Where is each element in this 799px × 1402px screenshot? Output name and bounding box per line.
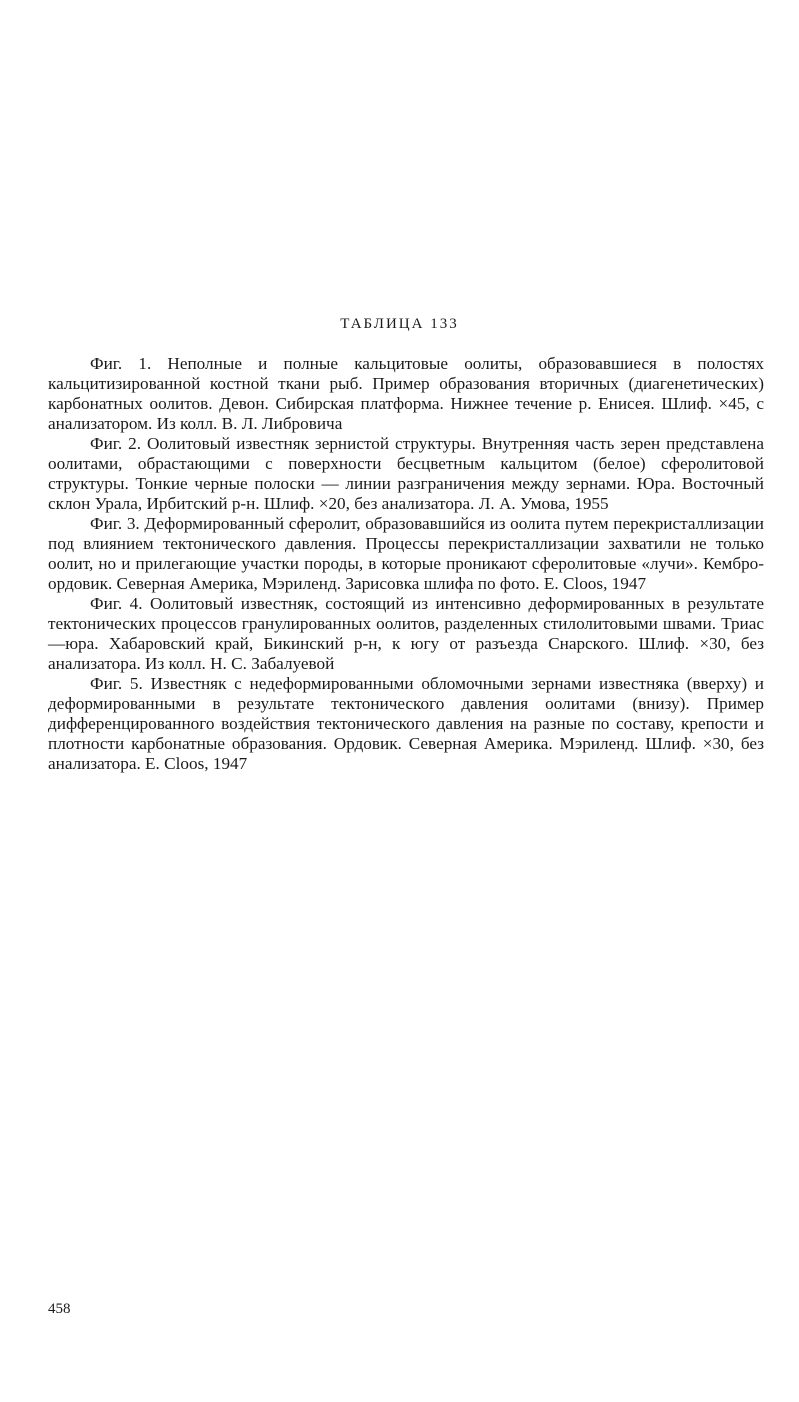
caption-fig-5: Фиг. 5. Известняк с недеформированными обломочными зернами известняка (вверху) и деформированными в результате тектонического давления оолитами (внизу). Пример дифференцированного воздействия тектонического давления на разные по составу, крепости и плотности карбонатные образования. Ордовик. Северная Америка. Мэриленд. Шлиф. ×30, без анализатора. E. Cloos, 1947 (48, 674, 764, 773)
page-number: 458 (48, 1301, 71, 1317)
caption-fig-3: Фиг. 3. Деформированный сферолит, образовавшийся из оолита путем перекристаллизации под влиянием тектонического давления. Процессы перекристаллизации захватили не только оолит, но и прилегающие участки породы, в которые проникают сферолитовые «лучи». Кембро-ордовик. Северная Америка, Мэриленд. Зарисовка шлифа по фото. E. Cloos, 1947 (48, 514, 764, 593)
caption-fig-1: Фиг. 1. Неполные и полные кальцитовые оолиты, образовавшиеся в полостях кальцитизированной костной ткани рыб. Пример образования вторичных (диагенетических) карбонатных оолитов. Девон. Сибирская платформа. Нижнее течение р. Енисея. Шлиф. ×45, с анализатором. Из колл. В. Л. Либровича (48, 354, 764, 433)
caption-fig-4: Фиг. 4. Оолитовый известняк, состоящий из интенсивно деформированных в результате тектонических процессов гранулированных оолитов, разделенных стилолитовыми швами. Триас—юра. Хабаровский край, Бикинский р-н, к югу от разъезда Снарского. Шлиф. ×30, без анализатора. Из колл. Н. С. Забалуевой (48, 594, 764, 673)
caption-fig-2: Фиг. 2. Оолитовый известняк зернистой структуры. Внутренняя часть зерен представлена оолитами, обрастающими с поверхности бесцветным кальцитом (белое) сферолитовой структуры. Тонкие черные полоски — линии разграничения между зернами. Юра. Восточный склон Урала, Ирбитский р-н. Шлиф. ×20, без анализатора. Л. А. Умова, 1955 (48, 434, 764, 513)
page-title: ТАБЛИЦА 133 (340, 316, 459, 332)
figure-captions (48, 354, 764, 774)
